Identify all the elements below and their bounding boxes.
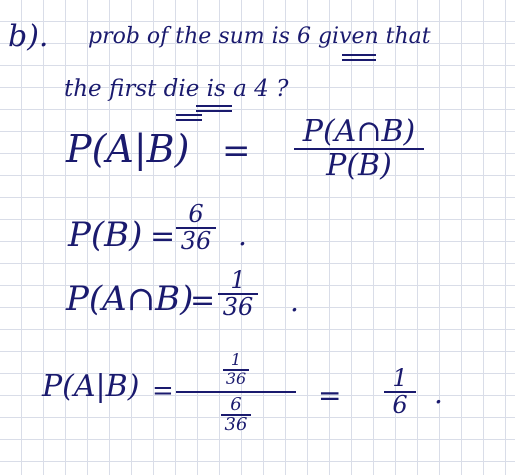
underline-six-1 xyxy=(342,54,376,56)
question-line-2: the first die is a 4 ? xyxy=(64,76,289,102)
result-inner-den-num: 6 xyxy=(230,393,242,415)
result-complex-fraction xyxy=(176,352,296,435)
result-lhs: P(A|B) xyxy=(42,369,140,404)
pab-denominator: 36 xyxy=(222,293,254,322)
part-label: b). xyxy=(8,19,49,54)
pab-equals: = xyxy=(190,283,216,318)
pab-numerator: 1 xyxy=(230,266,246,294)
pb-equals: = xyxy=(150,219,176,254)
result-period: . xyxy=(434,377,443,410)
question-line-1: prob of the sum is 6 given that xyxy=(88,24,431,49)
underline-six-2 xyxy=(342,59,376,61)
result-inner-den-den: 36 xyxy=(224,414,248,436)
pb-denominator: 36 xyxy=(180,227,212,256)
underline-b-1 xyxy=(176,114,202,116)
formula-denominator: P(B) xyxy=(326,147,392,183)
pb-fraction xyxy=(176,202,216,254)
formula-fraction xyxy=(294,116,424,181)
pab-period: . xyxy=(290,285,299,318)
formula-equals: = xyxy=(222,131,251,171)
result-final-denominator: 6 xyxy=(392,391,408,420)
underline-b-2 xyxy=(176,119,202,121)
pab-lhs: P(A∩B) xyxy=(66,279,194,319)
underline-die-1 xyxy=(196,105,232,107)
result-inner-denominator xyxy=(221,393,251,436)
result-inner-num-den: 36 xyxy=(225,368,247,388)
result-inner-numerator xyxy=(223,352,249,388)
formula-lhs: P(A|B) xyxy=(66,127,190,171)
pb-period: . xyxy=(238,219,247,252)
result-final-fraction xyxy=(384,366,416,418)
pab-fraction xyxy=(218,268,258,320)
result-equals-2: = xyxy=(318,379,342,412)
result-equals-1: = xyxy=(152,376,174,406)
pb-numerator: 6 xyxy=(188,200,204,228)
result-main-fraction-bar xyxy=(176,391,296,393)
formula-numerator: P(A∩B) xyxy=(302,114,416,149)
result-inner-num-num: 1 xyxy=(230,350,242,369)
underline-die-2 xyxy=(196,110,232,112)
result-final-numerator: 1 xyxy=(392,364,408,392)
pb-lhs: P(B) xyxy=(68,215,143,255)
